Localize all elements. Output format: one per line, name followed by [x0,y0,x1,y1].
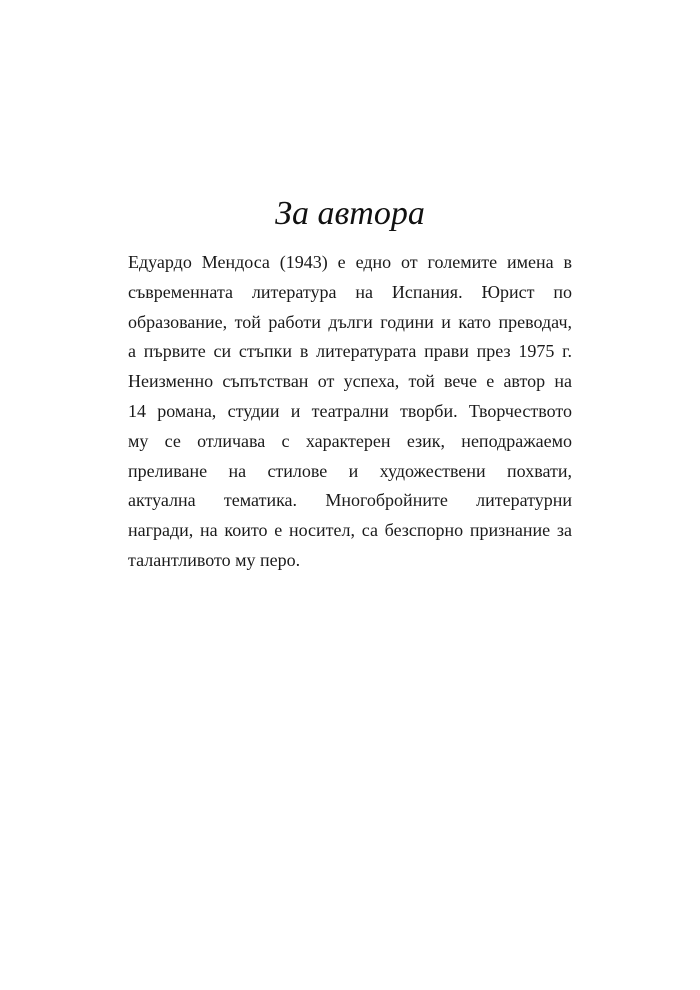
paragraph-line: Неизменно съпътстван от успеха, той вече е автор на [128,371,572,392]
author-bio-paragraph [128,248,572,576]
paragraph-line: 14 романа, студии и театрални творби. Творчеството [128,400,572,421]
paragraph-line: образование, той работи дълги години и като преводач, [128,311,572,332]
paragraph-line: актуална тематика. Многобройните литературни [128,490,572,511]
paragraph-line: талантливото му перо. [128,549,301,570]
paragraph-line: съвременната литература на Испания. Юрист по [128,281,572,302]
paragraph-line: награди, на които е носител, са безспорно признание за [128,520,572,541]
paragraph-line: преливане на стилове и художествени похвати, [128,460,572,481]
paragraph-line: а първите си стъпки в литературата прави през 1975 г. [128,341,572,362]
page-title: За автора [275,195,425,232]
paragraph-line: Едуардо Мендоса (1943) е едно от големите имена в [128,252,572,272]
paragraph-line: му се отличава с характерен език, неподражаемо [128,430,572,451]
